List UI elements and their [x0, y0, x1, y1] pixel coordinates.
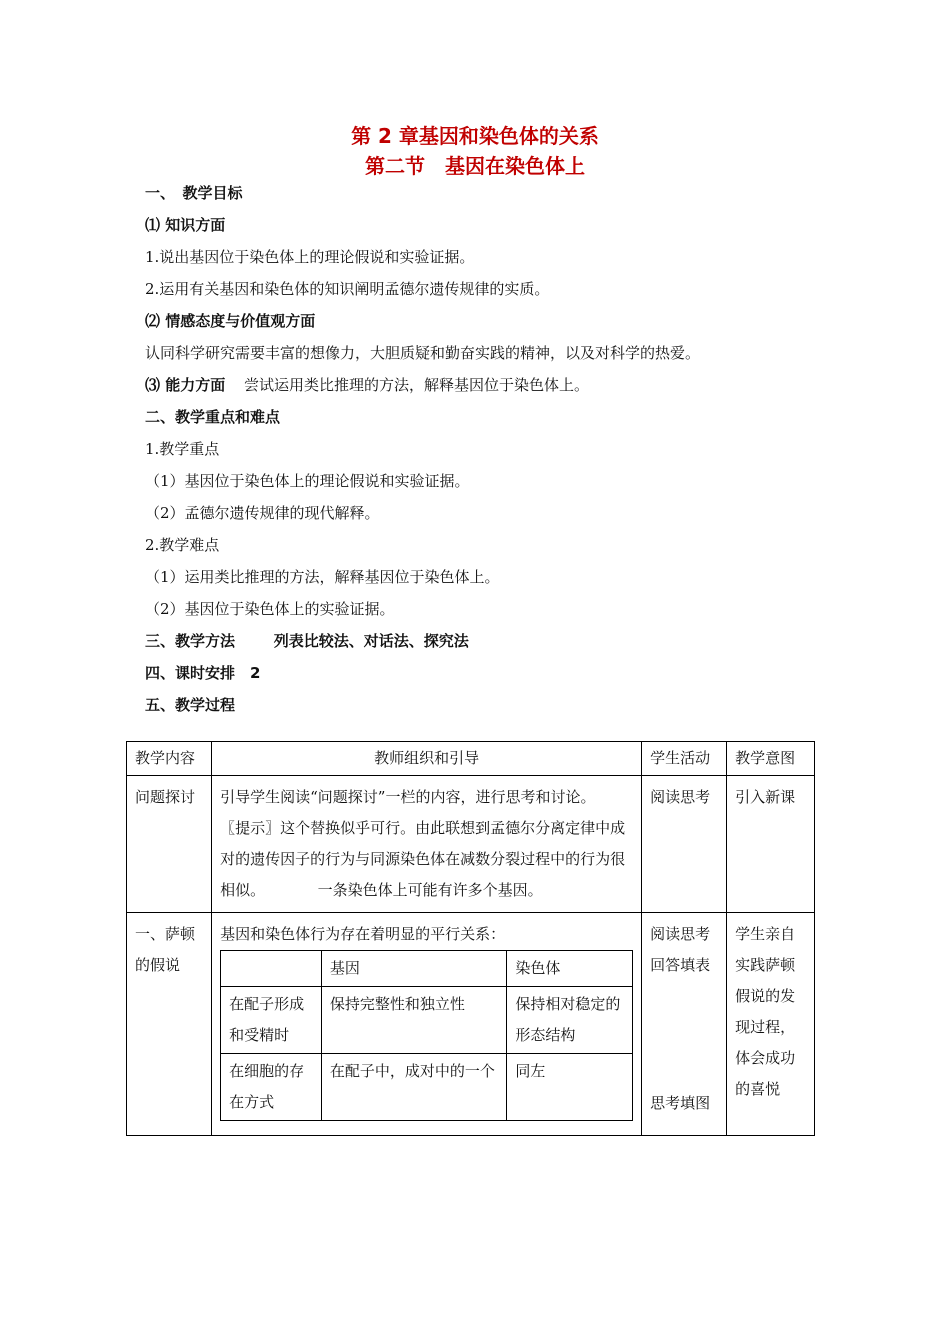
- methods-text: 列表比较法、对话法、探究法: [273, 632, 469, 650]
- header-activity: 学生活动: [642, 742, 727, 776]
- attitude-text: 认同科学研究需要丰富的想像力，大胆质疑和勤奋实践的精神，以及对科学的热爱。: [145, 344, 701, 362]
- comparison-cell: 在细胞的存在方式: [221, 1054, 322, 1121]
- row1-guide-p1: 引导学生阅读“问题探讨”一栏的内容，进行思考和讨论。: [220, 788, 596, 806]
- difficulties-label: 2.教学难点: [145, 536, 220, 554]
- comparison-cell: 在配子形成和受精时: [221, 987, 322, 1054]
- row1-guide: [212, 776, 642, 913]
- comparison-header-chromosome: 染色体: [507, 951, 633, 987]
- knowledge-item-2: 2.运用有关基因和染色体的知识阐明孟德尔遗传规律的实质。: [145, 280, 550, 298]
- comparison-table: [220, 950, 633, 1121]
- comparison-cell: 在配子中，成对中的一个: [321, 1054, 507, 1121]
- table-row: [221, 987, 633, 1054]
- header-intent: 教学意图: [727, 742, 815, 776]
- key-point-1: （1）基因位于染色体上的理论假说和实验证据。: [145, 472, 470, 490]
- table-header-row: [127, 742, 815, 776]
- difficulty-1: （1）运用类比推理的方法，解释基因位于染色体上。: [145, 568, 500, 586]
- key-points-label: 1.教学重点: [145, 440, 220, 458]
- knowledge-item-1: 1.说出基因位于染色体上的理论假说和实验证据。: [145, 248, 475, 266]
- ability-line: [145, 375, 589, 395]
- heading-key-points: 二、教学重点和难点: [145, 408, 281, 426]
- row2-guide: [212, 913, 642, 1136]
- table-row: [127, 776, 815, 913]
- table-row: [221, 1054, 633, 1121]
- row1-intent: 引入新课: [727, 776, 815, 913]
- heading-attitude: ⑵ 情感态度与价值观方面: [145, 312, 316, 330]
- comparison-cell: 保持完整性和独立性: [321, 987, 507, 1054]
- row2-activity: [642, 913, 727, 1136]
- row1-guide-p2: 〖提示〗这个替换似乎可行。由此联想到孟德尔分离定律中成对的遗传因子的行为与同源染色体在减数分裂过程中的行为很相似。 一条染色体上可能有许多个基因。: [220, 819, 626, 899]
- row2-activity-spacer: [650, 981, 718, 1088]
- heading-knowledge: ⑴ 知识方面: [145, 216, 226, 234]
- comparison-cell: 保持相对稳定的形态结构: [507, 987, 633, 1054]
- row2-guide-intro: 基因和染色体行为存在着明显的平行关系：: [220, 925, 506, 943]
- teaching-process-table: [126, 741, 815, 1136]
- header-guide: 教师组织和引导: [212, 742, 642, 776]
- row2-content: 一、萨顿的假说: [127, 913, 212, 1136]
- ability-text: 尝试运用类比推理的方法，解释基因位于染色体上。: [244, 376, 590, 394]
- row2-intent: 学生亲自实践萨顿假说的发现过程，体会成功的喜悦: [727, 913, 815, 1136]
- table-row: [127, 913, 815, 1136]
- key-point-2: （2）孟德尔遗传规律的现代解释。: [145, 504, 380, 522]
- row1-activity: 阅读思考: [642, 776, 727, 913]
- comparison-header-row: [221, 951, 633, 987]
- header-content: 教学内容: [127, 742, 212, 776]
- difficulty-2: （2）基因位于染色体上的实验证据。: [145, 600, 395, 618]
- row2-activity-1: 阅读思考回答填表: [650, 925, 711, 974]
- heading-ability: ⑶ 能力方面: [145, 376, 226, 394]
- row2-activity-2: 思考填图: [650, 1094, 711, 1112]
- heading-objectives: 一、 教学目标: [145, 184, 243, 202]
- methods-line: [145, 631, 469, 651]
- heading-process: 五、教学过程: [145, 696, 236, 714]
- heading-methods: 三、教学方法: [145, 632, 236, 650]
- comparison-header-gene: 基因: [321, 951, 507, 987]
- row1-content: 问题探讨: [127, 776, 212, 913]
- chapter-title: 第 2 章基因和染色体的关系: [351, 124, 599, 148]
- section-title: 第二节 基因在染色体上: [365, 154, 585, 178]
- heading-schedule: 四、课时安排 2: [145, 664, 261, 682]
- comparison-cell: 同左: [507, 1054, 633, 1121]
- comparison-header-blank: [221, 951, 322, 987]
